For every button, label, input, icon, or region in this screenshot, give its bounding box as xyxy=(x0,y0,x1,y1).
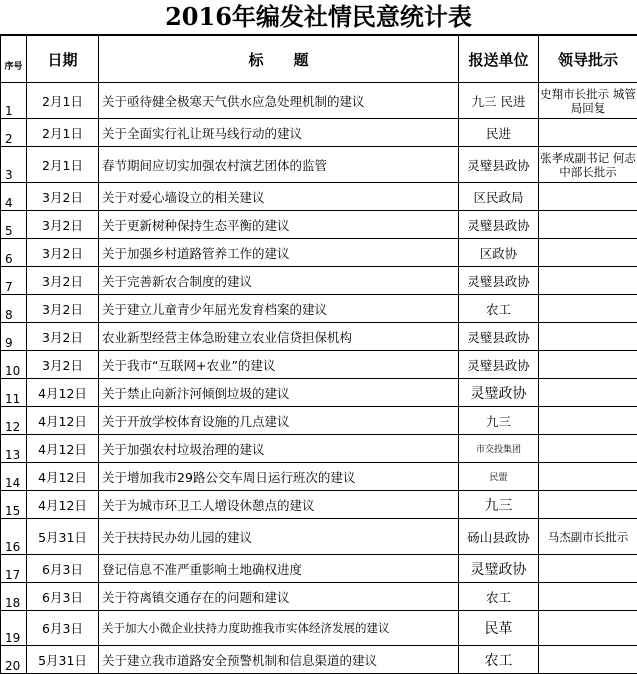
row-comment xyxy=(539,407,637,435)
row-comment xyxy=(539,211,637,239)
row-no: 15 xyxy=(1,491,27,519)
row-date: 3月2日 xyxy=(27,323,99,351)
col-header-title: 标 题 xyxy=(99,36,459,83)
row-title: 关于开放学校体育设施的几点建议 xyxy=(99,407,459,435)
row-title: 春节期间应切实加强农村演艺团体的监管 xyxy=(99,147,459,183)
table-row xyxy=(1,379,637,407)
row-no: 8 xyxy=(1,295,27,323)
row-no: 19 xyxy=(1,611,27,646)
row-title: 关于全面实行礼让斑马线行动的建议 xyxy=(99,119,459,147)
row-no: 14 xyxy=(1,463,27,491)
row-title: 关于禁止向新汴河倾倒垃圾的建议 xyxy=(99,379,459,407)
row-no: 12 xyxy=(1,407,27,435)
row-unit: 灵璧政协 xyxy=(459,379,539,407)
row-date: 4月12日 xyxy=(27,407,99,435)
row-comment xyxy=(539,435,637,463)
row-date: 3月2日 xyxy=(27,295,99,323)
row-unit: 灵璧政协 xyxy=(459,555,539,583)
row-no: 4 xyxy=(1,183,27,211)
row-unit: 九三 xyxy=(459,491,539,519)
row-comment xyxy=(539,646,637,674)
col-header-no: 序号 xyxy=(1,36,27,83)
row-date: 3月2日 xyxy=(27,267,99,295)
row-no: 17 xyxy=(1,555,27,583)
row-date: 2月1日 xyxy=(27,83,99,119)
row-unit: 灵璧县政协 xyxy=(459,147,539,183)
row-comment xyxy=(539,583,637,611)
row-title: 关于扶持民办幼儿园的建议 xyxy=(99,519,459,555)
table-row xyxy=(1,147,637,183)
table-row xyxy=(1,463,637,491)
row-unit: 区政协 xyxy=(459,239,539,267)
row-unit: 灵璧县政协 xyxy=(459,323,539,351)
row-title: 关于建立儿童青少年屈光发育档案的建议 xyxy=(99,295,459,323)
table-row xyxy=(1,583,637,611)
row-no: 13 xyxy=(1,435,27,463)
row-title: 关于建立我市道路安全预警机制和信息渠道的建议 xyxy=(99,646,459,674)
row-comment xyxy=(539,239,637,267)
table-row xyxy=(1,435,637,463)
row-comment xyxy=(539,267,637,295)
row-date: 5月31日 xyxy=(27,519,99,555)
row-no: 9 xyxy=(1,323,27,351)
row-date: 6月3日 xyxy=(27,555,99,583)
row-unit: 民进 xyxy=(459,119,539,147)
row-no: 2 xyxy=(1,119,27,147)
row-title: 关于符离镇交通存在的问题和建议 xyxy=(99,583,459,611)
row-comment xyxy=(539,295,637,323)
row-date: 2月1日 xyxy=(27,147,99,183)
row-date: 3月2日 xyxy=(27,183,99,211)
row-title: 关于完善新农合制度的建议 xyxy=(99,267,459,295)
row-no: 10 xyxy=(1,351,27,379)
row-comment: 马杰副市长批示 xyxy=(539,519,637,555)
table-row xyxy=(1,491,637,519)
row-comment xyxy=(539,351,637,379)
row-title: 关于亟待健全极寒天气供水应急处理机制的建议 xyxy=(99,83,459,119)
row-no: 11 xyxy=(1,379,27,407)
table-row xyxy=(1,267,637,295)
row-no: 1 xyxy=(1,83,27,119)
row-unit: 砀山县政协 xyxy=(459,519,539,555)
row-no: 6 xyxy=(1,239,27,267)
header-row xyxy=(1,36,637,83)
row-unit: 灵璧县政协 xyxy=(459,267,539,295)
table-row xyxy=(1,407,637,435)
table-row xyxy=(1,211,637,239)
row-comment xyxy=(539,463,637,491)
row-unit: 区民政局 xyxy=(459,183,539,211)
row-unit: 民盟 xyxy=(459,463,539,491)
row-unit: 九三 民进 xyxy=(459,83,539,119)
row-unit: 灵璧县政协 xyxy=(459,351,539,379)
row-date: 4月12日 xyxy=(27,435,99,463)
row-title: 关于我市“互联网+农业”的建议 xyxy=(99,351,459,379)
row-no: 5 xyxy=(1,211,27,239)
row-comment xyxy=(539,323,637,351)
row-title: 关于加强农村垃圾治理的建议 xyxy=(99,435,459,463)
row-comment xyxy=(539,491,637,519)
row-date: 6月3日 xyxy=(27,583,99,611)
row-title: 关于为城市环卫工人增设休憩点的建议 xyxy=(99,491,459,519)
table-row xyxy=(1,519,637,555)
row-comment xyxy=(539,555,637,583)
row-title: 登记信息不准严重影响土地确权进度 xyxy=(99,555,459,583)
col-header-unit: 报送单位 xyxy=(459,36,539,83)
table-row xyxy=(1,239,637,267)
row-title: 农业新型经营主体急盼建立农业信贷担保机构 xyxy=(99,323,459,351)
table-title: 2016年编发社情民意统计表 xyxy=(0,0,637,35)
col-header-date: 日期 xyxy=(27,36,99,83)
row-date: 2月1日 xyxy=(27,119,99,147)
col-header-comment: 领导批示 xyxy=(539,36,637,83)
row-unit: 农工 xyxy=(459,295,539,323)
table-row xyxy=(1,646,637,674)
table-row xyxy=(1,611,637,646)
table-row xyxy=(1,295,637,323)
row-date: 4月12日 xyxy=(27,491,99,519)
table-row xyxy=(1,351,637,379)
row-unit: 市交投集团 xyxy=(459,435,539,463)
table-row xyxy=(1,183,637,211)
row-date: 4月12日 xyxy=(27,463,99,491)
row-title: 关于更新树种保持生态平衡的建议 xyxy=(99,211,459,239)
row-no: 18 xyxy=(1,583,27,611)
row-unit: 九三 xyxy=(459,407,539,435)
row-comment xyxy=(539,611,637,646)
row-unit: 农工 xyxy=(459,583,539,611)
row-date: 3月2日 xyxy=(27,351,99,379)
row-unit: 灵璧县政协 xyxy=(459,211,539,239)
row-no: 20 xyxy=(1,646,27,674)
row-unit: 民革 xyxy=(459,611,539,646)
row-date: 3月2日 xyxy=(27,239,99,267)
row-no: 16 xyxy=(1,519,27,555)
row-comment: 张孝成副书记 何志中部长批示 xyxy=(539,147,637,183)
statistics-table xyxy=(0,35,637,674)
row-comment: 史翔市长批示 城管局回复 xyxy=(539,83,637,119)
row-no: 3 xyxy=(1,147,27,183)
row-no: 7 xyxy=(1,267,27,295)
table-row xyxy=(1,119,637,147)
row-date: 5月31日 xyxy=(27,646,99,674)
row-unit: 农工 xyxy=(459,646,539,674)
row-date: 3月2日 xyxy=(27,211,99,239)
table-row xyxy=(1,83,637,119)
row-date: 6月3日 xyxy=(27,611,99,646)
row-title: 关于增加我市29路公交车周日运行班次的建议 xyxy=(99,463,459,491)
table-row xyxy=(1,555,637,583)
row-date: 4月12日 xyxy=(27,379,99,407)
row-title: 关于加大小微企业扶持力度助推我市实体经济发展的建议 xyxy=(99,611,459,646)
row-comment xyxy=(539,379,637,407)
row-title: 关于加强乡村道路管养工作的建议 xyxy=(99,239,459,267)
row-title: 关于对爱心墙设立的相关建议 xyxy=(99,183,459,211)
table-row xyxy=(1,323,637,351)
row-comment xyxy=(539,183,637,211)
row-comment xyxy=(539,119,637,147)
